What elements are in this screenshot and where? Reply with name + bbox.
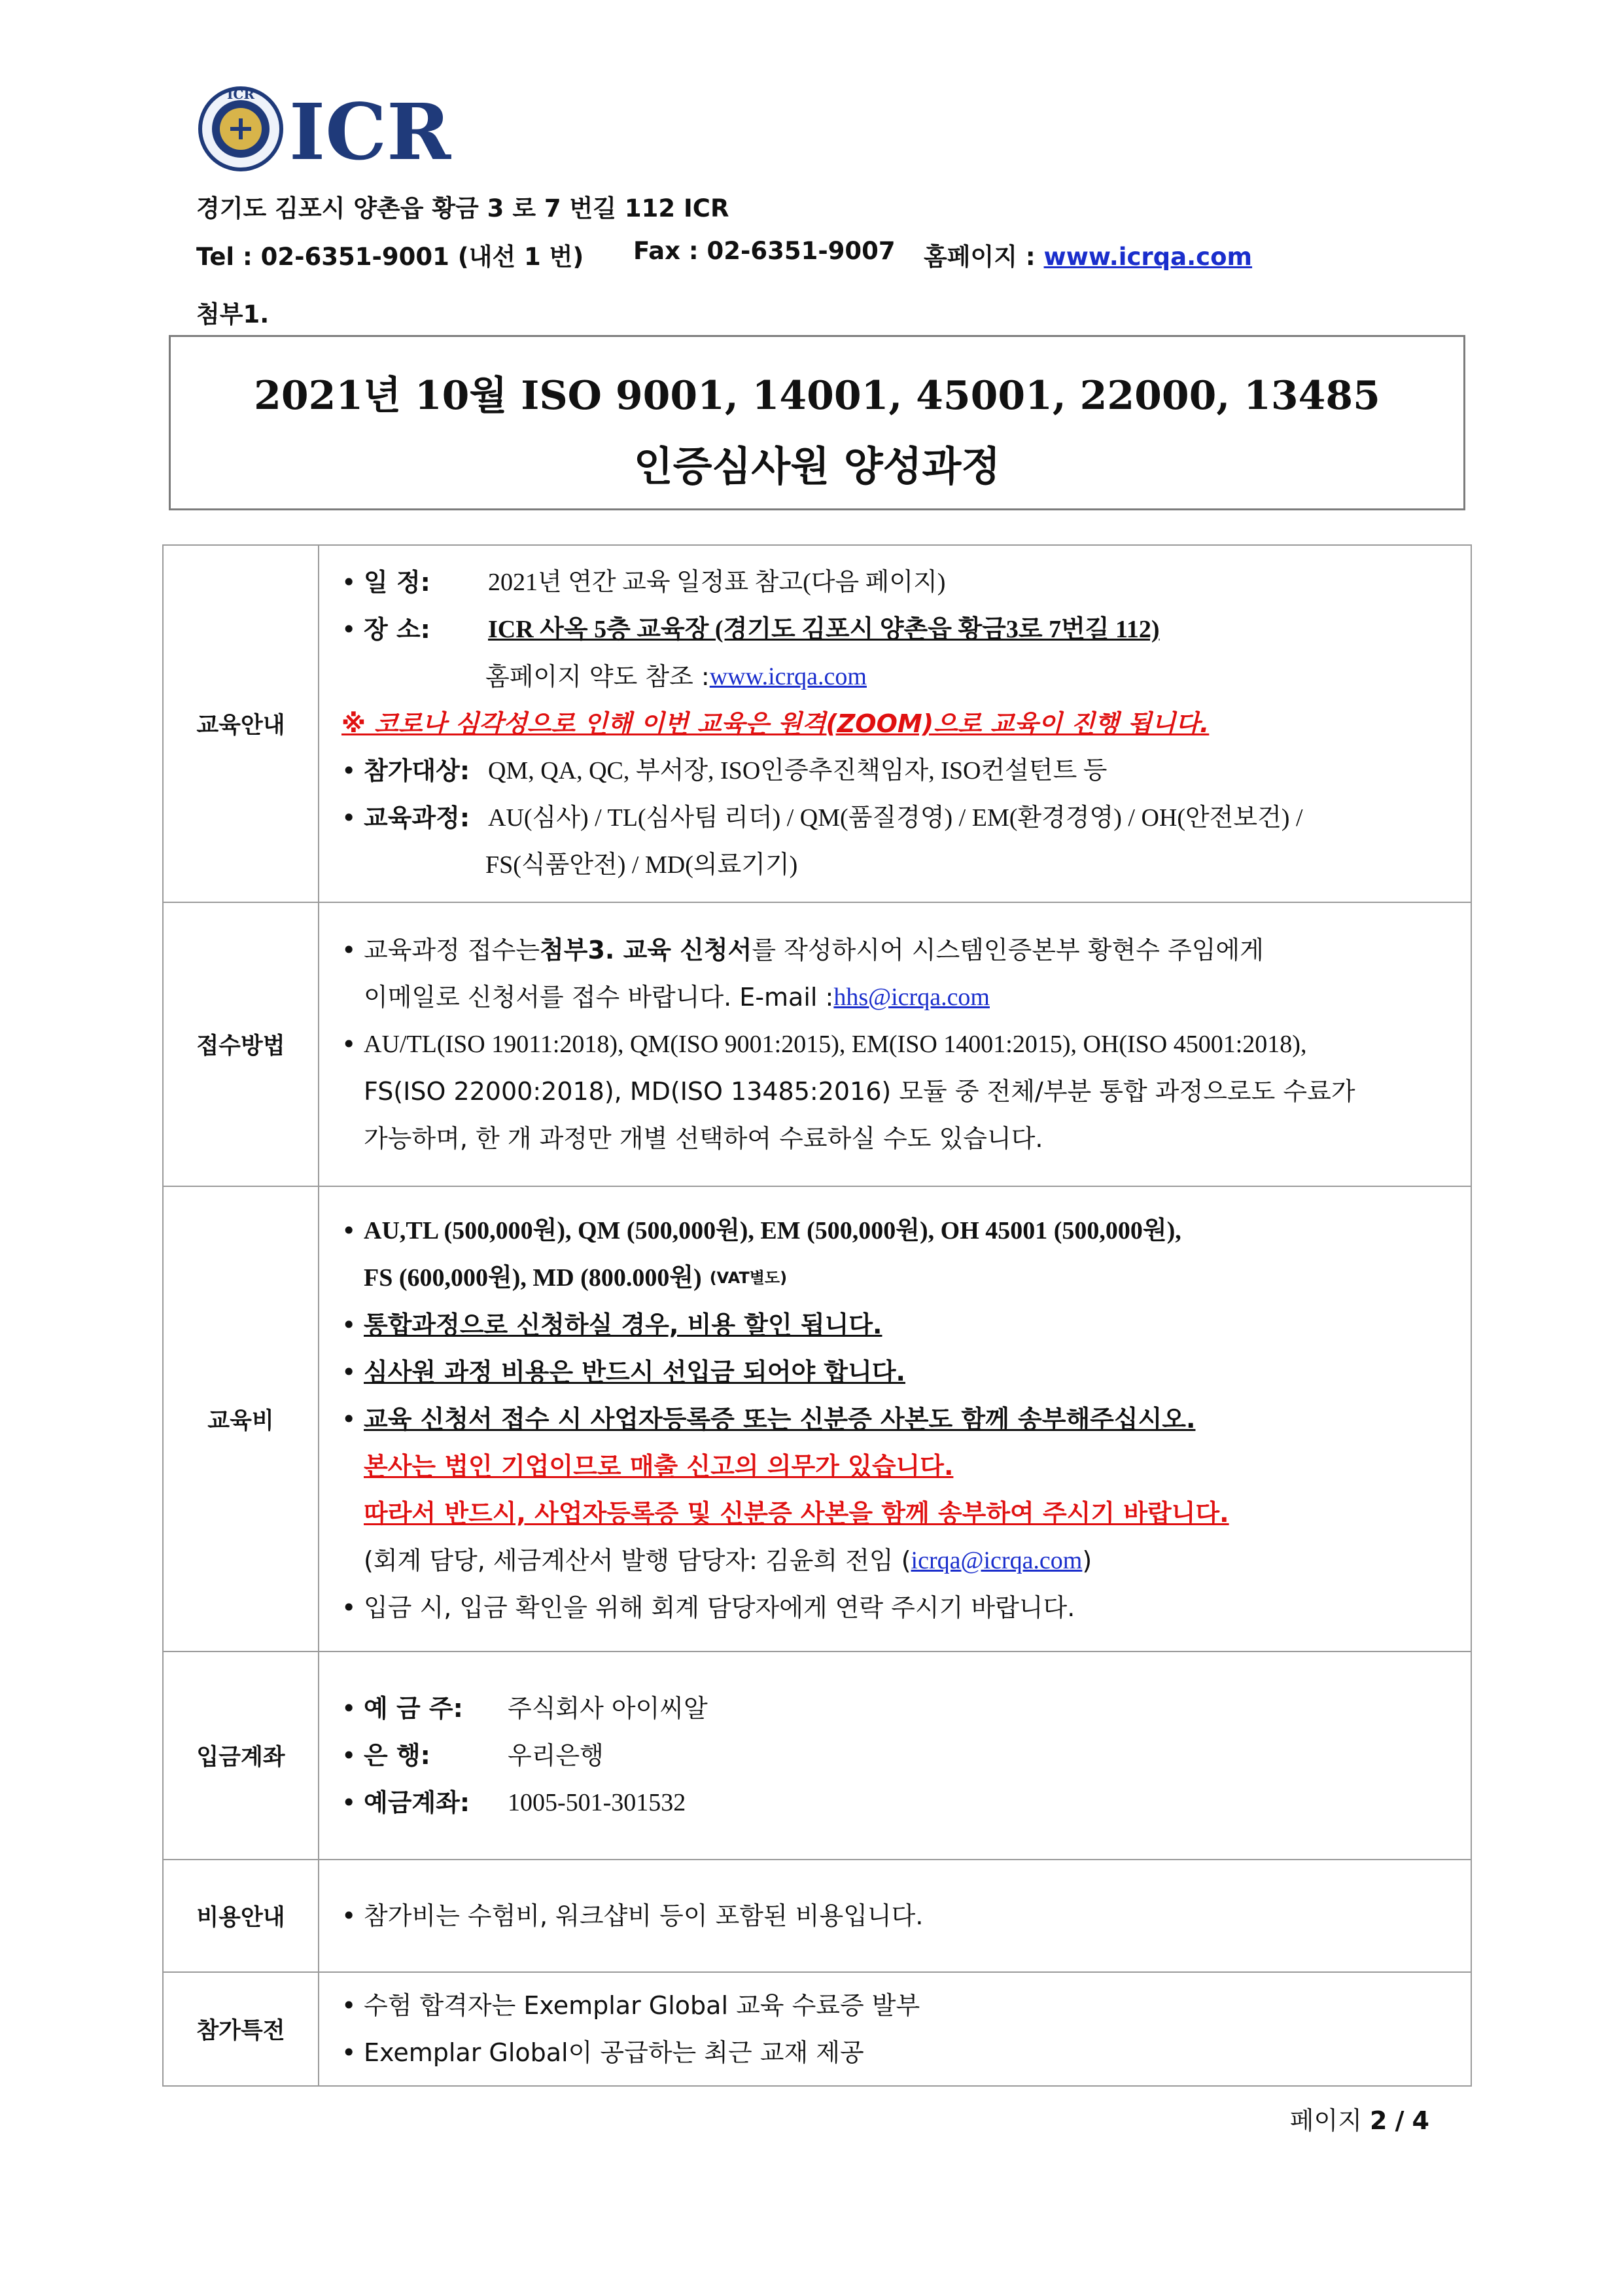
course-line-2 [341, 841, 1451, 889]
target-value: QM, QA, QC, 부서장, ISO인증추진책임자, ISO컨설턴트 등 [488, 757, 1108, 785]
fee-red-2: 따라서 반드시, 사업자등록증 및 신분증 사본을 함께 송부하여 주시기 바랍니다. [364, 1498, 1229, 1528]
bullet: • [341, 1030, 357, 1059]
fee-price-line-2 [341, 1254, 1451, 1301]
list-item [341, 1207, 1451, 1254]
bullet: • [341, 1788, 357, 1817]
page-number [1290, 2100, 1429, 2136]
apply-line-2 [341, 974, 1451, 1021]
bullet: • [341, 568, 357, 597]
apply-line-5-text: 가능하며, 한 개 과정만 개별 선택하여 수료하실 수도 있습니다. [364, 1124, 1043, 1153]
list-item [341, 794, 1451, 841]
fee-red-line-2 [341, 1490, 1451, 1537]
bullet: • [341, 615, 357, 644]
homepage-link[interactable]: www.icrqa.com [1043, 243, 1253, 271]
content-guide [319, 545, 1471, 902]
list-item [341, 2029, 1451, 2076]
list-item [341, 1021, 1451, 1068]
benefit-item-1: 수험 합격자는 Exemplar Global 교육 수료증 발부 [364, 1991, 920, 2020]
date-label: 일 정: [364, 568, 430, 597]
company-fax: Fax : 02-6351-9007 [633, 237, 896, 265]
page-sep: / [1395, 2106, 1405, 2135]
bullet: • [341, 2038, 357, 2067]
covid-notice [341, 700, 1451, 747]
bullet: • [341, 1694, 357, 1723]
bullet: • [341, 1593, 357, 1622]
apply-line-1-bold: 첨부3. 교육 신청서 [540, 936, 752, 964]
fee-prepay: 심사원 과정 비용은 반드시 선입금 되어야 합니다. [364, 1357, 905, 1386]
place-value: ICR 사옥 5층 교육장 (경기도 김포시 양촌읍 황금3로 7번길 112) [488, 616, 1160, 643]
bullet: • [341, 1310, 357, 1339]
fee-red-line-1 [341, 1443, 1451, 1490]
apply-line-4 [341, 1068, 1451, 1115]
list-item [341, 1892, 1451, 1939]
account-bank-label: 은 행: [364, 1741, 430, 1770]
bullet: • [341, 936, 357, 964]
logo-ring-text: ICR [227, 86, 254, 102]
content-fee [319, 1186, 1471, 1651]
course-value-1: AU(심사) / TL(심사팀 리더) / QM(품질경영) / EM(환경경영) / OH(안전보건) / [488, 804, 1303, 832]
content-apply [319, 902, 1471, 1186]
company-tel: Tel : 02-6351-9001 (내선 1 번) [196, 243, 584, 271]
row-guide [163, 545, 1471, 902]
homepage-label: 홈페이지 : [924, 243, 1036, 271]
list-item [341, 1301, 1451, 1349]
place-note [341, 653, 1451, 700]
title-line-2: 인증심사원 양성과정 [633, 442, 1001, 490]
content-account [319, 1651, 1471, 1860]
fee-price-1: AU,TL (500,000원), QM (500,000원), EM (500,000원), OH 45001 (500,000원), [364, 1216, 1181, 1245]
bullet: • [341, 804, 357, 832]
list-item [341, 747, 1451, 794]
fee-price-2: FS (600,000원), MD (800.000원) [364, 1263, 702, 1292]
logo-text: ICR [289, 86, 451, 173]
bullet: • [341, 1357, 357, 1386]
list-item [341, 559, 1451, 606]
fee-contact-post: ) [1082, 1545, 1092, 1575]
fee-contact [341, 1537, 1451, 1584]
apply-line-1-pre: 교육과정 접수는 [364, 936, 540, 964]
date-value: 2021년 연간 교육 일정표 참고(다음 페이지) [488, 569, 946, 596]
cost-text: 참가비는 수험비, 워크샵비 등이 포함된 비용입니다. [364, 1901, 924, 1930]
icr-logo [196, 82, 471, 173]
place-note-text: 홈페이지 약도 참조 : [485, 662, 710, 691]
content-cost [319, 1860, 1471, 1972]
label-guide: 교육안내 [163, 545, 319, 902]
page-label: 페이지 [1289, 2106, 1362, 2135]
bullet: • [341, 1991, 357, 2020]
account-bank-value: 우리은행 [508, 1741, 604, 1770]
course-info-table [162, 544, 1472, 2087]
bullet: • [341, 756, 357, 785]
row-cost [163, 1860, 1471, 1972]
apply-line-4-text: FS(ISO 22000:2018), MD(ISO 13485:2016) 모듈 중 전체/부분 통합 과정으로도 수료가 [364, 1077, 1355, 1106]
attachment-label: 첨부1. [196, 300, 270, 328]
fee-docs: 교육 신청서 접수 시 사업자등록증 또는 신분증 사본도 함께 송부해주십시오. [364, 1404, 1196, 1434]
title-line-1: 2021년 10월 ISO 9001, 14001, 45001, 22000, 13485 [254, 373, 1380, 419]
course-label: 교육과정: [364, 804, 470, 832]
fee-red-1: 본사는 법인 기업이므로 매출 신고의 의무가 있습니다. [364, 1451, 954, 1481]
account-number-value: 1005-501-301532 [508, 1789, 686, 1816]
bullet: • [341, 1901, 357, 1930]
account-number-label: 예금계좌: [364, 1788, 470, 1817]
bullet: • [341, 1741, 357, 1770]
company-address: 경기도 김포시 양촌읍 황금 3 로 7 번길 112 ICR [196, 194, 729, 222]
course-value-2: FS(식품안전) / MD(의료기기) [485, 851, 798, 879]
label-cost: 비용안내 [163, 1860, 319, 1972]
list-item [341, 1685, 1451, 1732]
account-holder-value: 주식회사 아이씨알 [508, 1694, 708, 1723]
page-current: 2 [1370, 2106, 1387, 2135]
list-item [341, 1732, 1451, 1779]
list-item [341, 1349, 1451, 1396]
list-item [341, 1982, 1451, 2029]
title-box [169, 335, 1465, 510]
account-holder-label: 예 금 주: [364, 1694, 463, 1723]
label-fee: 교육비 [163, 1186, 319, 1651]
row-benefit [163, 1972, 1471, 2086]
benefit-item-2: Exemplar Global이 공급하는 최근 교재 제공 [364, 2038, 864, 2067]
apply-line-3: AU/TL(ISO 19011:2018), QM(ISO 9001:2015), EM(ISO 14001:2015), OH(ISO 45001:2018), [364, 1031, 1307, 1058]
row-account [163, 1651, 1471, 1860]
bullet: • [341, 1404, 357, 1434]
row-fee [163, 1186, 1471, 1651]
list-item [341, 927, 1451, 974]
company-homepage [924, 237, 1252, 272]
apply-line-1-post: 를 작성하시어 시스템인증본부 황현수 주임에게 [752, 936, 1264, 964]
fee-discount: 통합과정으로 신청하실 경우, 비용 할인 됩니다. [364, 1310, 882, 1339]
list-item [341, 606, 1451, 653]
label-apply: 접수방법 [163, 902, 319, 1186]
fee-deposit-note: 입금 시, 입금 확인을 위해 회계 담당자에게 연락 주시기 바랍니다. [364, 1593, 1075, 1622]
content-benefit [319, 1972, 1471, 2086]
list-item [341, 1584, 1451, 1631]
fee-contact-pre: (회계 담당, 세금계산서 발행 담당자: 김윤희 전임 ( [364, 1545, 911, 1575]
apply-line-5 [341, 1115, 1451, 1162]
covid-notice-text: ※ 코로나 심각성으로 인해 이번 교육은 원격(ZOOM)으로 교육이 진행 됩니다. [341, 709, 1210, 738]
target-label: 참가대상: [364, 756, 470, 785]
place-label: 장 소: [364, 615, 430, 644]
apply-email-link[interactable]: hhs@icrqa.com [833, 983, 990, 1011]
place-note-link[interactable]: www.icrqa.com [709, 663, 867, 690]
fee-contact-email-link[interactable]: icrqa@icrqa.com [911, 1546, 1083, 1574]
label-benefit: 참가특전 [163, 1972, 319, 2086]
page-total: 4 [1412, 2106, 1429, 2135]
apply-line-2-pre: 이메일로 신청서를 접수 바랍니다. E-mail : [364, 983, 834, 1012]
label-account: 입금계좌 [163, 1651, 319, 1860]
bullet: • [341, 1216, 357, 1245]
fee-vat: (VAT별도) [709, 1268, 788, 1287]
list-item [341, 1396, 1451, 1443]
list-item [341, 1779, 1451, 1826]
row-apply [163, 902, 1471, 1186]
